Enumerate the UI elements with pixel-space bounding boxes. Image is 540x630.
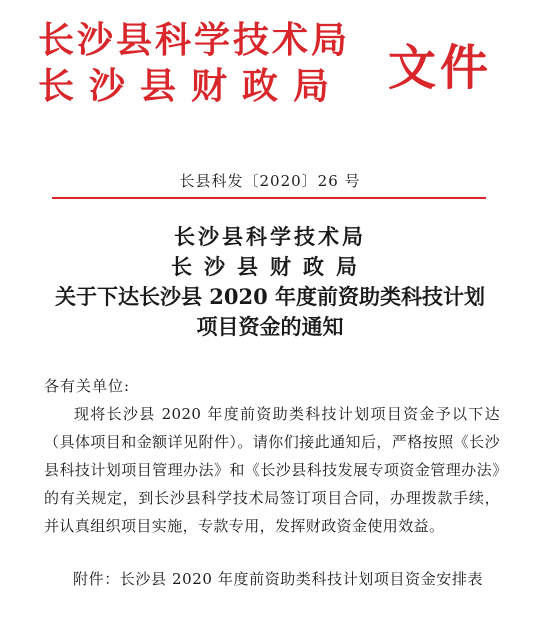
document-header xyxy=(38,18,508,118)
issuer-science-bureau: 长沙县科学技术局 xyxy=(38,20,351,61)
red-separator-line xyxy=(52,197,486,199)
document-number: 长县科发〔2020〕26 号 xyxy=(179,172,361,190)
title-line-3: 关于下达长沙县 2020 年度前资助类科技计划 xyxy=(54,284,486,309)
notice-title xyxy=(0,222,540,342)
document-type-label: 文件 xyxy=(388,40,493,96)
notice-body xyxy=(44,372,500,540)
salutation: 各有关单位: xyxy=(44,377,131,395)
issuer-finance-bureau: 长沙县财政局 xyxy=(38,66,345,107)
attachment-line: 附件：长沙县 2020 年度前资助类科技计划项目资金安排表 xyxy=(73,570,484,588)
title-line-4: 项目资金的通知 xyxy=(196,314,344,339)
issuing-agencies xyxy=(38,18,383,110)
body-paragraph: 现将长沙县 2020 年度前资助类科技计划项目资金予以下达（具体项目和金额详见附件）。请你们接此通知后，严格按照《长沙县科技计划项目管理办法》和《长沙县科技发展专项资金管理办法》的有关规定，到长沙县科学技术局签订项目合同，办理拨款手续，并认真组织项目实施，专款专用，发挥财政资金使用效益。 xyxy=(44,405,500,535)
title-line-2: 长沙县财政局 xyxy=(171,254,369,279)
title-line-1: 长沙县科学技术局 xyxy=(174,224,366,249)
